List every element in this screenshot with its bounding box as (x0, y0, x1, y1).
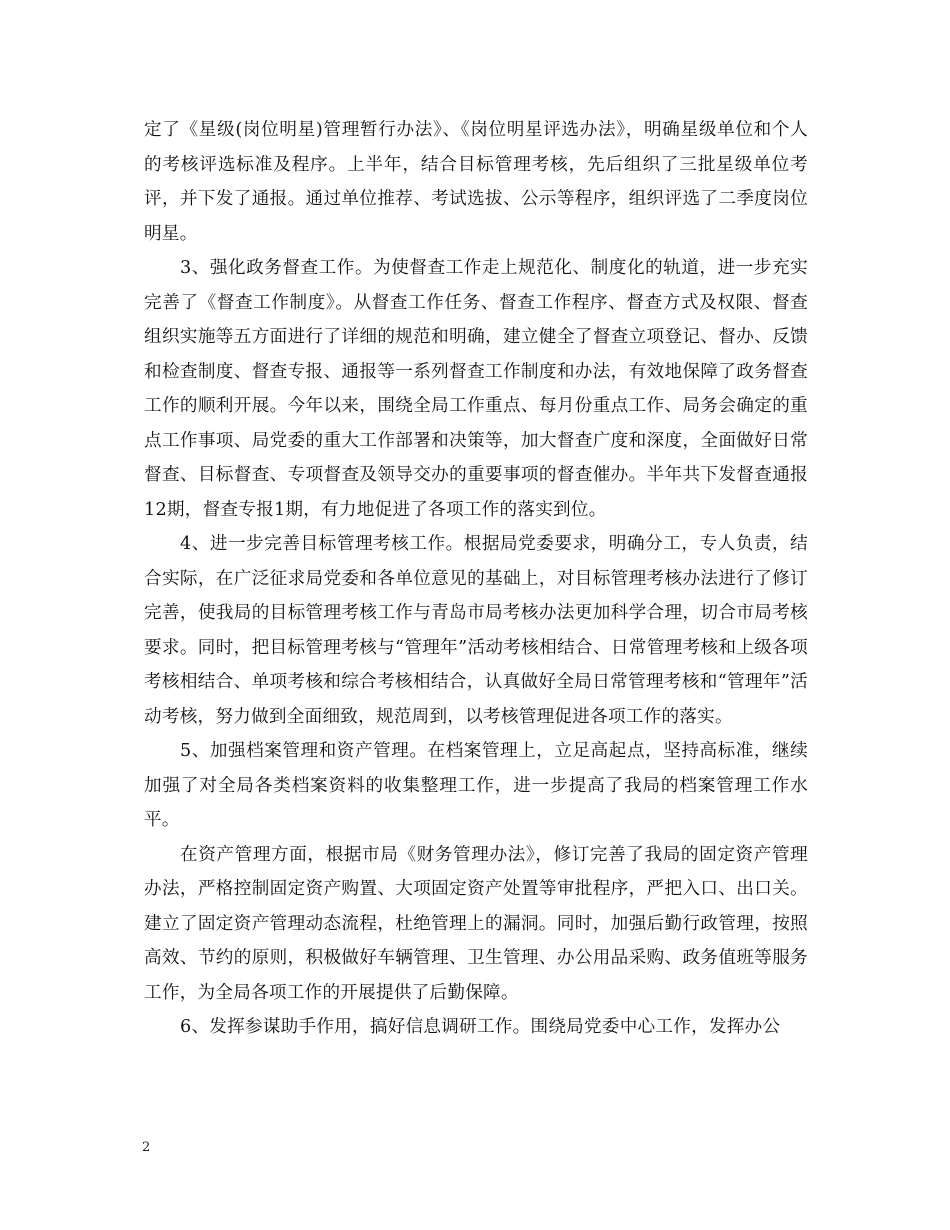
paragraph-target-management: 4、进一步完善目标管理考核工作。根据局党委要求，明确分工，专人负责，结合实际，在广泛征求局党委和各单位意见的基础上，对目标管理考核办法进行了修订完善，使我局的目标管理考核工作与青岛市局考核办法更加科学合理，切合市局考核要求。同时，把目标管理考核与“管理年”活动考核相结合、日常管理考核和上级各项考核相结合、单项考核和综合考核相结合，认真做好全局日常管理考核和“管理年”活动考核，努力做到全面细致，规范周到，以考核管理促进各项工作的落实。 (144, 534, 808, 727)
paragraph-archive-management: 5、加强档案管理和资产管理。在档案管理上，立足高起点，坚持高标准，继续加强了对全局各类档案资料的收集整理工作，进一步提高了我局的档案管理工作水平。 (144, 741, 808, 830)
document-body (144, 113, 808, 1045)
paragraph-supervision-work: 3、强化政务督查工作。为使督查工作走上规范化、制度化的轨道，进一步充实完善了《督查工作制度》。从督查工作任务、督查工作程序、督查方式及权限、督查组织实施等五方面进行了详细的规范和明确，建立健全了督查立项登记、督办、反馈和检查制度、督查专报、通报等一系列督查工作制度和办法，有效地保障了政务督查工作的顺利开展。今年以来，围绕全局工作重点、每月份重点工作、局务会确定的重点工作事项、局党委的重大工作部署和决策等，加大督查广度和深度，全面做好日常督查、目标督查、专项督查及领导交办的重要事项的督查催办。半年共下发督查通报12期，督查专报1期，有力地促进了各项工作的落实到位。 (144, 258, 808, 520)
page-number: 2 (142, 1140, 151, 1155)
paragraph-star-rating-continuation: 定了《星级(岗位明星)管理暂行办法》、《岗位明星评选办法》，明确星级单位和个人的考核评选标准及程序。上半年，结合目标管理考核，先后组织了三批星级单位考评，并下发了通报。通过单位推荐、考试选拔、公示等程序，组织评选了二季度岗位明星。 (144, 120, 808, 244)
paragraph-staff-advisory: 6、发挥参谋助手作用，搞好信息调研工作。围绕局党委中心工作，发挥办公 (180, 1017, 781, 1037)
paragraph-asset-management: 在资产管理方面，根据市局《财务管理办法》，修订完善了我局的固定资产管理办法，严格控制固定资产购置、大项固定资产处置等审批程序，严把入口、出口关。建立了固定资产管理动态流程，杜绝管理上的漏洞。同时，加强后勤行政管理，按照高效、节约的原则，积极做好车辆管理、卫生管理、办公用品采购、政务值班等服务工作，为全局各项工作的开展提供了后勤保障。 (144, 844, 808, 1003)
